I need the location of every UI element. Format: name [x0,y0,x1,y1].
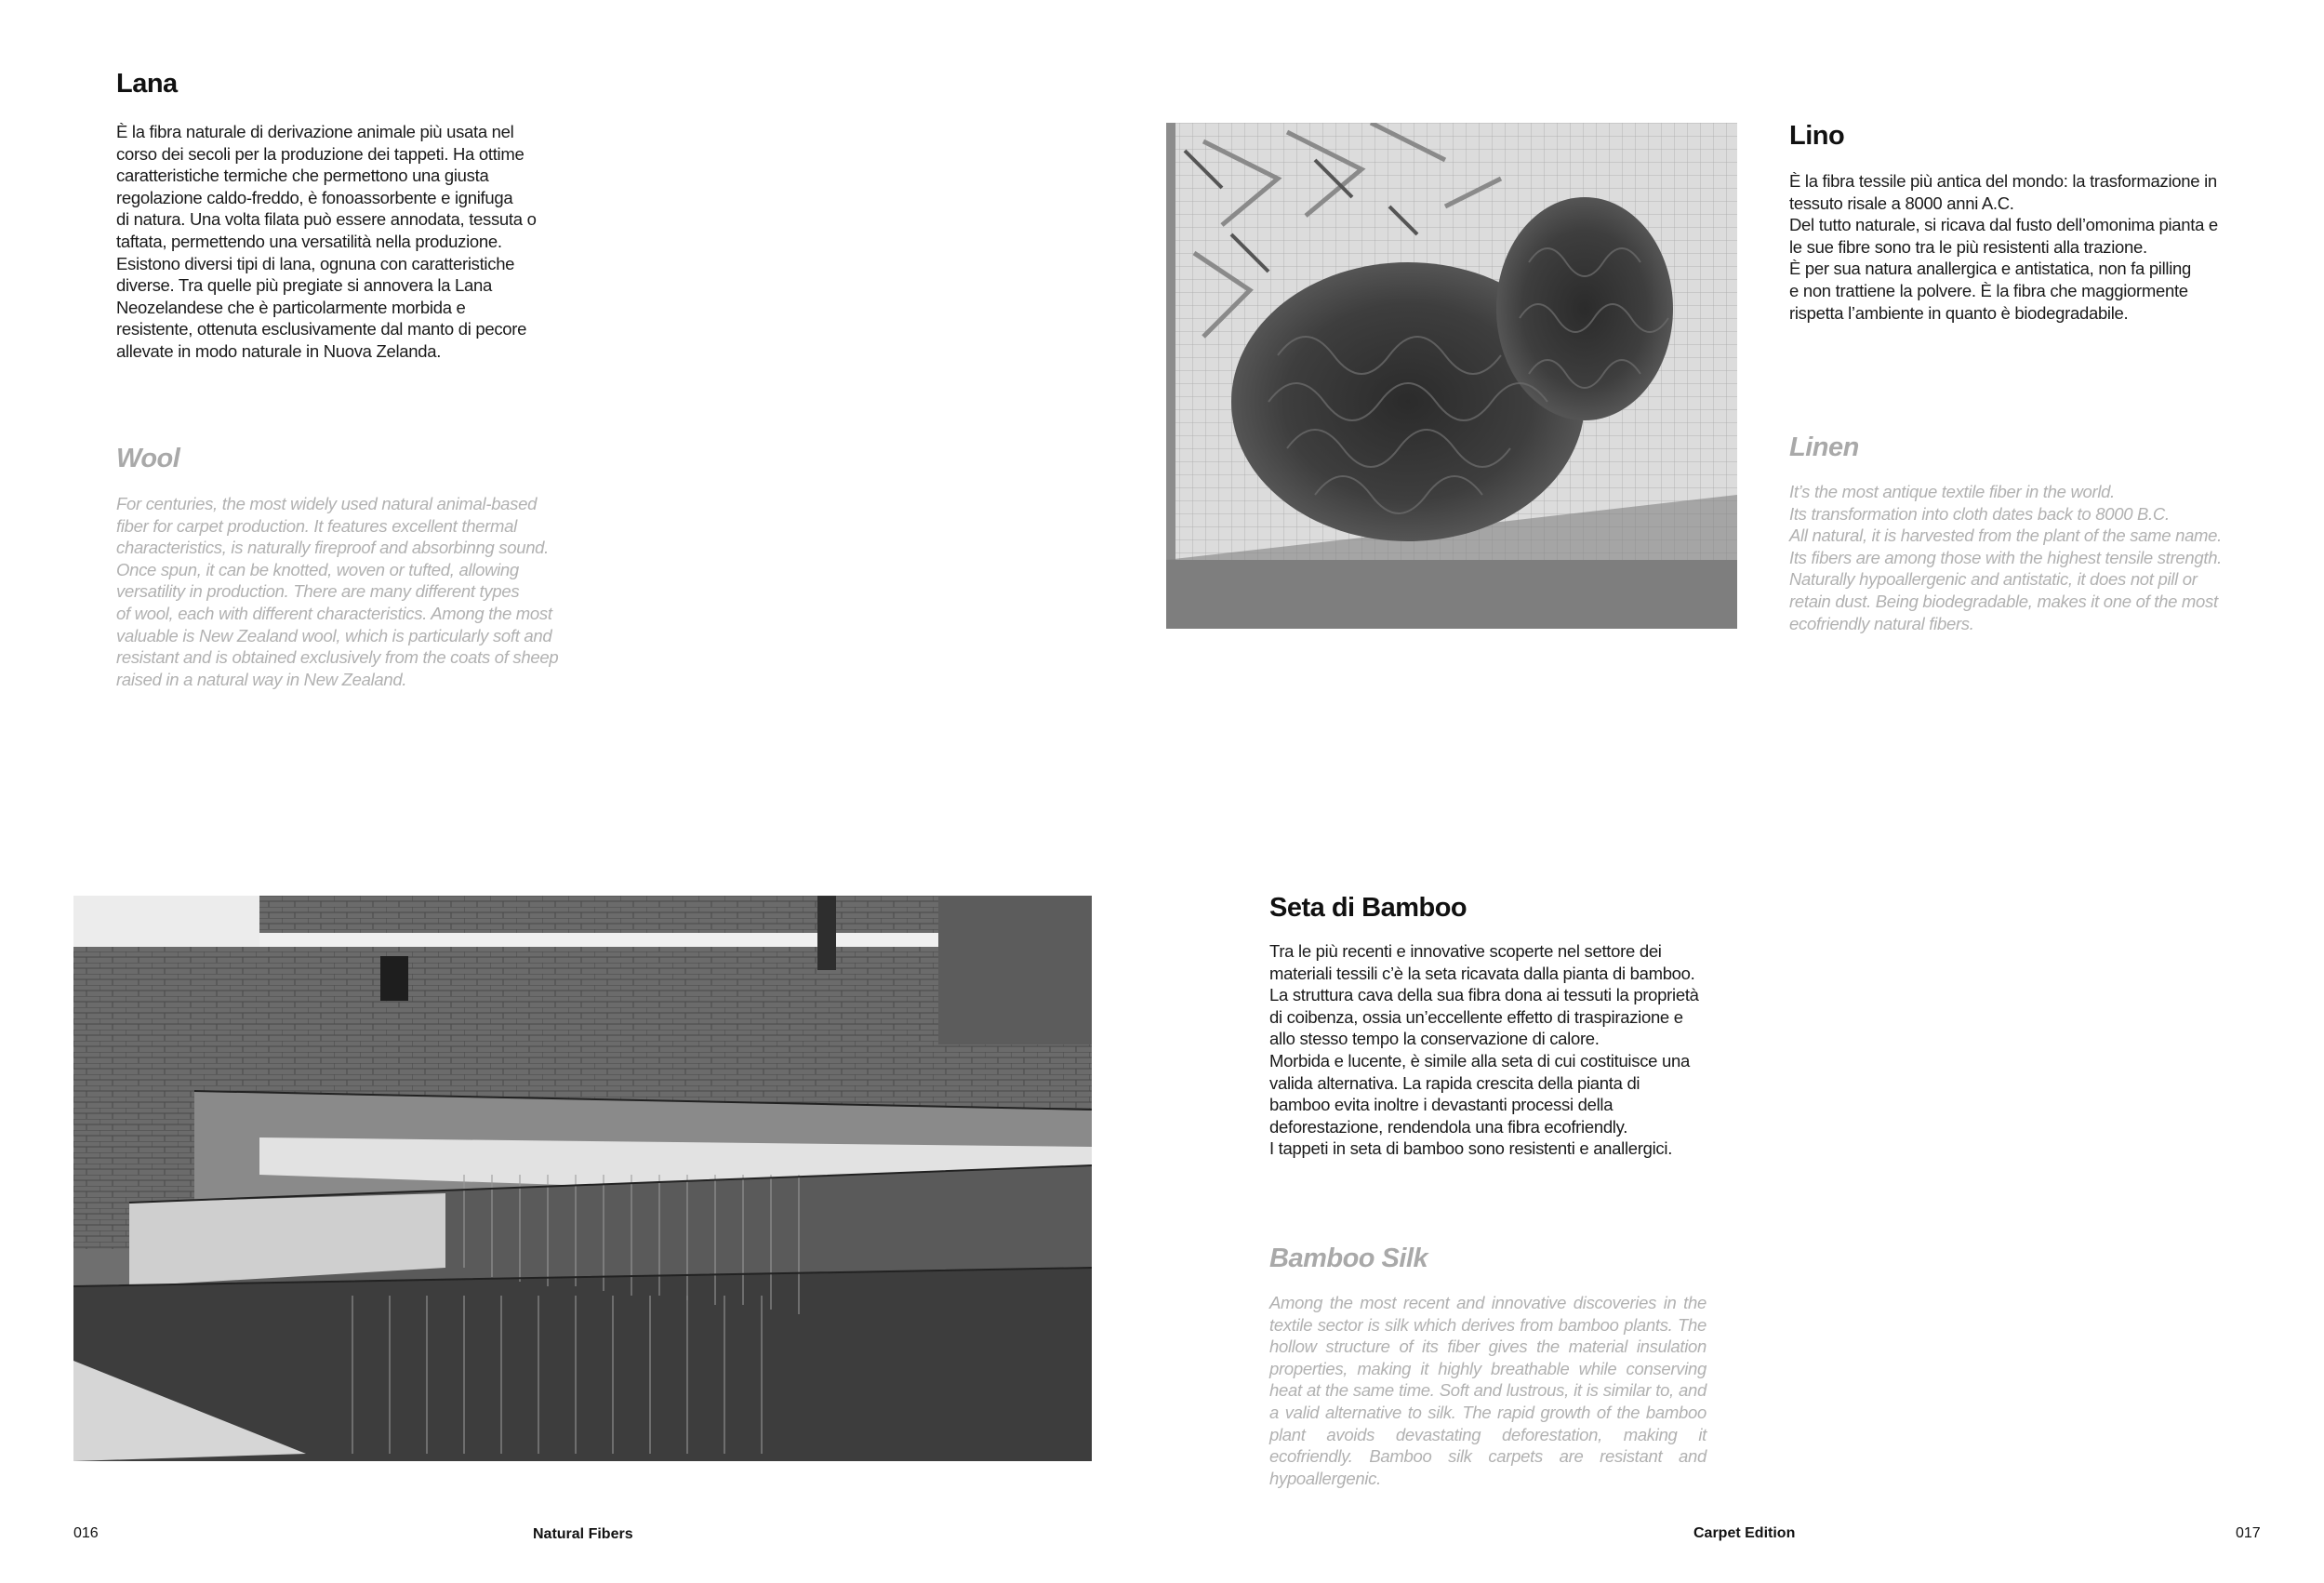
wool-text: For centuries, the most widely used natural animal-based fiber for carpet production. It features excellent thermal characteristics, is naturally fireproof and absorbinng sound. Once spun, it can be knotted, woven or tufted, allowing versatility in production. There are many different types of wool, each with different characteristics. Among the most valuable is New Zealand wool, which is particularly soft and resistant and is obtained exclusively from the coats of sheep raised in a natural way in New Zealand. [116,494,559,689]
bamboo-silk-title: Bamboo Silk [1269,1244,1428,1273]
bamboo-title: Seta di Bamboo [1269,893,1467,923]
page-number-left: 016 [73,1525,99,1541]
lana-title: Lana [116,69,178,99]
lino-title: Lino [1789,121,1845,151]
linen-text: It’s the most antique textile fiber in the world. Its transformation into cloth dates back to 8000 B.C. All natural, it is harvested from the plant of the same name. Its fibers are among those with the highest tensile strength. Naturally hypoallergenic and antistatic, it does not pill or retain dust. Being biodegradable, makes it one of the most ecofriendly natural fibers. [1789,482,2223,633]
yarn-pile-photo [1166,123,1737,629]
bamboo-text: Tra le più recenti e innovative scoperte nel settore dei materiali tessili c’è la seta ricavata dalla pianta di bamboo. La struttura cava della sua fibra dona ai tessuti la proprietà di coibenza, ossia un’eccellente effetto di traspirazione e allo stesso tempo la conservazione di calore. Morbida e lucente, è simile alla seta di cui costituisce una valida alternativa. La rapida crescita della pianta di bamboo evita inoltre i devastanti processi della deforestazione, rendendola una fibra ecofriendly. I tappeti in seta di bamboo sono resistenti e anallergici. [1269,941,1699,1159]
linen-title: Linen [1789,432,1859,462]
bamboo-silk-text: Among the most recent and innovative discoveries in the textile sector is silk which derives from bamboo plants. The hollow structure of its fiber gives the material insulation properties, making it highly breathable while conserving heat at the same time. Soft and lustrous, it is similar to, and a valid alternative to silk. The rapid growth of the bamboo plant avoids devastating deforestation, making it ecofriendly. Bamboo silk carpets are resistant and hypoallergenic. [1269,1293,1706,1488]
section-label-left: Natural Fibers [533,1526,633,1542]
section-label-right: Carpet Edition [1693,1525,1796,1541]
lino-text: È la fibra tessile più antica del mondo: la trasformazione in tessuto risale a 8000 anni A.C. Del tutto naturale, si ricava dal fusto dell’omonima pianta e le sue fibre sono tra le più resistenti alla trazione. È per sua natura anallergica e antistatica, non fa pilling e non trattiene la polvere. È la fibra che maggiormente rispetta l’ambiente in quanto è biodegradabile. [1789,171,2218,323]
page-number-right: 017 [2236,1525,2261,1541]
lana-text: È la fibra naturale di derivazione animale più usata nel corso dei secoli per la produzione dei tappeti. Ha ottime caratteristiche termiche che permettono una giusta regolazione caldo-freddo, è fonoassorbente e ignifuga di natura. Una volta filata può essere annodata, tessuta o taftata, permettendo una versatilità nella produzione. Esistono diversi tipi di lana, ognuna con caratteristiche diverse. Tra quelle più pregiate si annovera la Lana Neozelandese che è particolarmente morbida e resistente, ottenuta esclusivamente dal manto di pecore allevate in modo naturale in Nuova Zelanda. [116,122,537,361]
drying-yarn-photo [73,896,1092,1461]
wool-title: Wool [116,444,180,473]
